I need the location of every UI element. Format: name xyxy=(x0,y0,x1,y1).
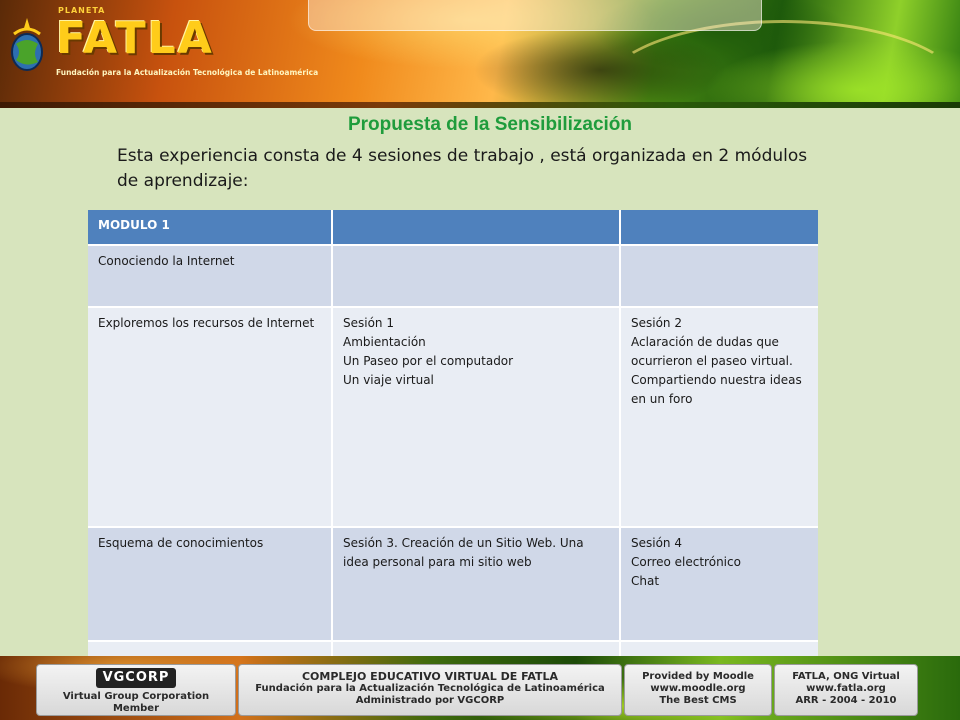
logo-subtitle: Fundación para la Actualización Tecnológica de Latinoamérica xyxy=(56,68,319,77)
footer-banner xyxy=(0,656,960,720)
slide-title: Propuesta de la Sensibilización xyxy=(347,114,633,135)
moodle-line-3: The Best CMS xyxy=(659,695,737,706)
table-cell xyxy=(620,307,818,527)
logo-main-text: FATLA xyxy=(56,13,214,64)
table-row xyxy=(88,245,818,307)
table-row xyxy=(88,307,818,527)
table-header-cell xyxy=(332,210,620,245)
modules-table xyxy=(88,210,818,686)
complejo-panel xyxy=(238,664,622,716)
cell-line: Exploremos los recursos de Internet xyxy=(98,316,315,330)
cell-line: Conociendo la Internet xyxy=(98,254,235,268)
header-banner xyxy=(0,0,960,108)
table-header-row xyxy=(88,210,818,245)
fatla-line-3: ARR - 2004 - 2010 xyxy=(795,695,897,706)
table-header-cell xyxy=(620,210,818,245)
vgcorp-logo: VGCORP xyxy=(96,668,176,688)
cell-line: Sesión 2 xyxy=(631,316,682,330)
cell-line: Un viaje virtual xyxy=(343,373,434,387)
table-cell xyxy=(620,527,818,641)
fatla-panel xyxy=(774,664,918,716)
moodle-line-2: www.moodle.org xyxy=(650,683,746,694)
header-tab-panel xyxy=(308,0,762,31)
moodle-line-1: Provided by Moodle xyxy=(642,671,754,682)
cell-line: Aclaración de dudas que ocurrieron el paseo virtual. xyxy=(631,335,793,368)
vgcorp-line-1: Virtual Group Corporation xyxy=(62,691,210,702)
globe-logo-icon xyxy=(8,14,46,78)
intro-text: Esta experiencia consta de 4 sesiones de trabajo , está organizada en 2 módulos de aprendizaje: xyxy=(117,146,808,191)
logo-small-text: PLANETA xyxy=(58,6,106,15)
cell-line: Un Paseo por el computador xyxy=(343,354,514,368)
complejo-line-3: Administrado por VGCORP xyxy=(355,695,505,706)
table-cell xyxy=(332,307,620,527)
table-cell xyxy=(88,245,332,307)
moodle-panel xyxy=(624,664,772,716)
table-cell xyxy=(88,527,332,641)
vgcorp-panel xyxy=(36,664,236,716)
table-cell xyxy=(332,527,620,641)
cell-line: Esquema de conocimientos xyxy=(98,536,264,550)
complejo-line-2: Fundación para la Actualización Tecnológica de Latinoamérica xyxy=(255,683,605,694)
table-cell xyxy=(332,245,620,307)
table-cell xyxy=(620,245,818,307)
cell-line: Compartiendo nuestra ideas en un foro xyxy=(631,373,802,406)
cell-line: Ambientación xyxy=(343,335,426,349)
vgcorp-line-2: Member xyxy=(112,703,160,714)
table-row xyxy=(88,527,818,641)
fatla-line-2: www.fatla.org xyxy=(806,683,886,694)
cell-line: Sesión 3. Creación de un Sitio Web. Una idea personal para mi sitio web xyxy=(343,536,584,569)
cell-line: Chat xyxy=(631,574,660,588)
table-cell xyxy=(88,307,332,527)
table-header-cell: MODULO 1 xyxy=(88,210,332,245)
cell-line: Correo electrónico xyxy=(631,555,741,569)
cell-line: Sesión 4 xyxy=(631,536,682,550)
cell-line: Sesión 1 xyxy=(343,316,394,330)
complejo-line-1: COMPLEJO EDUCATIVO VIRTUAL DE FATLA xyxy=(301,670,559,683)
fatla-line-1: FATLA, ONG Virtual xyxy=(792,671,900,682)
